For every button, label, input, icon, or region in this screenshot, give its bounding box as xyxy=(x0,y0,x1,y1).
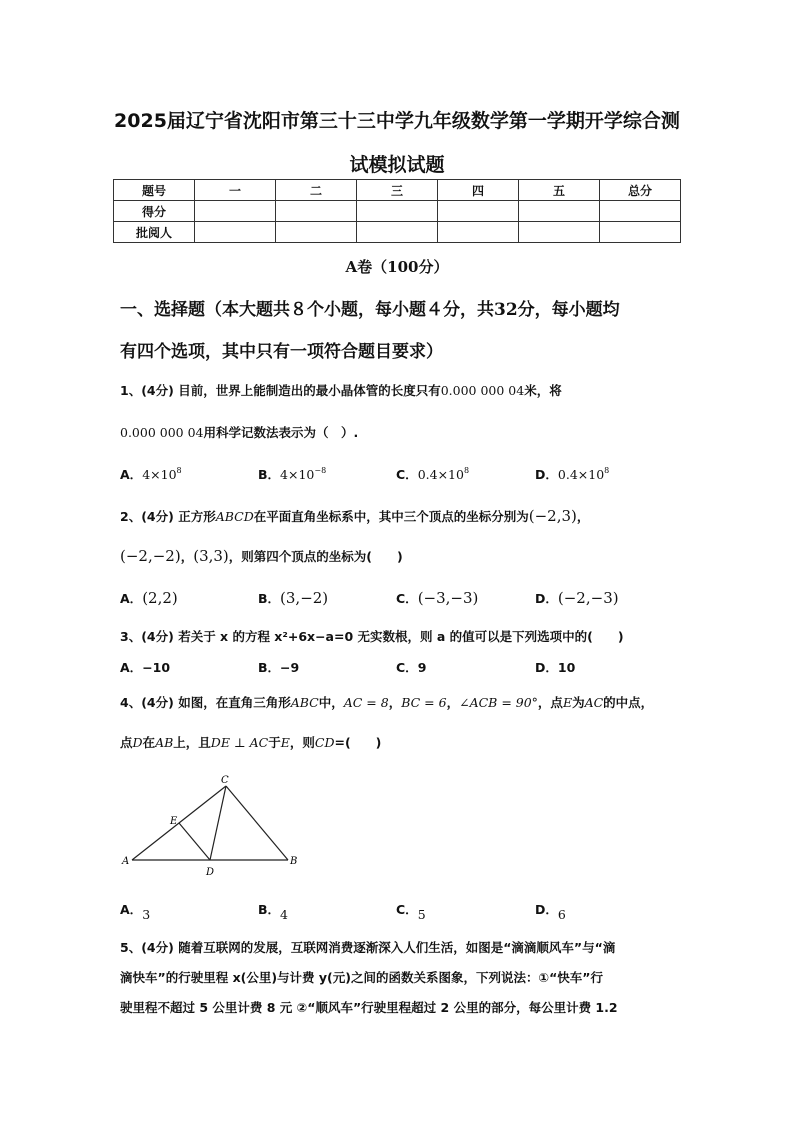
question-text: 如图，在直角三角形 xyxy=(178,695,291,710)
q1-option-d[interactable] xyxy=(535,465,609,483)
option-label: A． xyxy=(120,591,143,606)
score-table-header-row xyxy=(114,180,681,201)
q2-option-a[interactable] xyxy=(120,589,178,607)
option-exponent: 8 xyxy=(176,466,182,475)
option-label: C． xyxy=(396,467,418,482)
q3-option-c[interactable] xyxy=(396,658,426,676)
question-text: 在平面直角坐标系中，其中三个顶点的坐标分别为 xyxy=(253,509,529,524)
question-number: 3、(4分) xyxy=(120,629,174,644)
question-text: 为 xyxy=(572,695,585,710)
q4-option-a[interactable] xyxy=(120,900,151,922)
option-value xyxy=(142,467,181,482)
score-row xyxy=(114,201,681,222)
header-cell: 三 xyxy=(357,180,438,201)
question-text: 的中点， xyxy=(603,695,654,710)
option-label: C． xyxy=(396,591,418,606)
option-label: A． xyxy=(120,467,143,482)
label-d: D xyxy=(206,867,215,878)
question-3 xyxy=(120,627,624,645)
side-bc xyxy=(226,786,288,860)
label-e: E xyxy=(170,816,178,827)
q2-option-c[interactable] xyxy=(396,589,478,607)
option-value: (−2,−3) xyxy=(557,589,619,607)
question-number: 5、(4分) xyxy=(120,940,174,955)
option-label: B． xyxy=(258,660,281,675)
reviewer-cell[interactable] xyxy=(195,222,276,243)
question-text: 上，且 xyxy=(173,735,211,750)
option-value: (2,2) xyxy=(142,589,178,607)
q3-option-a[interactable] xyxy=(120,658,170,676)
question-text: 中， xyxy=(318,695,344,710)
separator: ， xyxy=(388,695,402,710)
q4-option-d[interactable] xyxy=(535,900,566,922)
separator: ， xyxy=(180,549,194,564)
question-4-line1 xyxy=(120,693,653,711)
point-3: (3,3) xyxy=(193,547,229,565)
option-exponent: 8 xyxy=(604,466,610,475)
option-value: 3 xyxy=(142,907,151,922)
math-value: 0.000 000 04 xyxy=(440,383,525,398)
point-d: D xyxy=(132,735,143,750)
option-base: 0.4×10 xyxy=(557,467,605,482)
point-2: (−2,−2) xyxy=(120,547,181,565)
header-cell: 二 xyxy=(276,180,357,201)
score-cell[interactable] xyxy=(357,201,438,222)
q4-option-c[interactable] xyxy=(396,900,426,922)
header-cell: 五 xyxy=(519,180,600,201)
option-label: D． xyxy=(535,591,558,606)
square-name: ABCD xyxy=(215,509,254,524)
option-value xyxy=(280,467,326,482)
option-label: D． xyxy=(535,902,558,917)
score-cell[interactable] xyxy=(195,201,276,222)
option-label: B． xyxy=(258,591,281,606)
option-label: A． xyxy=(120,902,143,917)
label-a: A xyxy=(122,856,130,867)
question-text: ，则 xyxy=(289,735,315,750)
option-label: C． xyxy=(396,660,418,675)
question-text: 于 xyxy=(268,735,281,750)
reviewer-cell[interactable] xyxy=(357,222,438,243)
question-5-line2: 滴快车”的行驶里程 x(公里)与计费 y(元)之间的函数关系图象，下列说法：①“快车”行 xyxy=(120,970,603,985)
option-value xyxy=(558,467,609,482)
row-label: 批阅人 xyxy=(114,222,195,243)
option-value: −10 xyxy=(142,660,171,675)
option-value: 6 xyxy=(557,907,566,922)
score-cell[interactable] xyxy=(519,201,600,222)
question-text: =( ) xyxy=(334,735,382,750)
option-label: B． xyxy=(258,902,281,917)
option-value: (−3,−3) xyxy=(417,589,479,607)
option-value: 4 xyxy=(280,907,288,922)
question-1-line1 xyxy=(120,381,562,399)
question-1-line2 xyxy=(120,423,358,441)
option-base: 4×10 xyxy=(142,467,177,482)
question-5-line3: 驶里程不超过 5 公里计费 8 元 ②“顺风车”行驶里程超过 2 公里的部分，每公里计费 1.2 xyxy=(120,1000,618,1015)
question-text: 正方形 xyxy=(178,509,216,524)
option-value: −9 xyxy=(280,660,300,675)
option-base: 4×10 xyxy=(280,467,315,482)
question-4-line2 xyxy=(120,733,381,751)
option-exponent: 8 xyxy=(463,466,470,475)
segment-ab: AB xyxy=(155,735,174,750)
question-2-line2 xyxy=(120,547,403,565)
reviewer-cell[interactable] xyxy=(276,222,357,243)
exam-title-line1: 2025届辽宁省沈阳市第三十三中学九年级数学第一学期开学综合测 xyxy=(114,110,680,132)
score-cell[interactable] xyxy=(438,201,519,222)
option-value: (3,−2) xyxy=(280,589,329,607)
point-e: E xyxy=(562,695,573,710)
triangle-name: ABC xyxy=(290,695,319,710)
score-cell[interactable] xyxy=(600,201,681,222)
reviewer-cell[interactable] xyxy=(600,222,681,243)
reviewer-cell[interactable] xyxy=(519,222,600,243)
score-cell[interactable] xyxy=(276,201,357,222)
q3-option-d[interactable] xyxy=(535,658,575,676)
angle-acb: ∠ACB = 90° xyxy=(459,695,538,710)
header-cell: 总分 xyxy=(600,180,681,201)
question-text: 米，将 xyxy=(524,383,562,398)
question-number: 4、(4分) xyxy=(120,695,174,710)
section1-heading-line2: 有四个选项，其中只有一项符合题目要求） xyxy=(120,342,443,362)
q2-option-b[interactable] xyxy=(258,589,328,607)
math-value: 0.000 000 04 xyxy=(120,425,204,440)
q1-option-c[interactable] xyxy=(396,465,469,483)
option-exponent: −8 xyxy=(314,466,327,475)
header-cell: 四 xyxy=(438,180,519,201)
question-text: 目前，世界上能制造出的最小晶体管的长度只有 xyxy=(178,383,441,398)
exam-title-line2: 试模拟试题 xyxy=(349,154,445,176)
header-cell: 题号 xyxy=(114,180,195,201)
question-text: 点 xyxy=(120,735,133,750)
q4-option-b[interactable] xyxy=(258,900,288,922)
option-label: D． xyxy=(535,660,558,675)
bc-length: BC = 6 xyxy=(401,695,447,710)
question-text: 若关于 x 的方程 x²+6x−a=0 无实数根，则 a 的值可以是下列选项中的( ) xyxy=(178,629,624,644)
ac-length: AC = 8 xyxy=(343,695,389,710)
header-cell: 一 xyxy=(195,180,276,201)
triangle-figure xyxy=(118,772,308,884)
perpendicular: DE ⊥ AC xyxy=(210,735,269,750)
question-text: 在 xyxy=(142,735,156,750)
question-text: 随着互联网的发展，互联网消费逐渐深入人们生活，如图是“滴滴顺风车”与“滴 xyxy=(178,940,616,955)
q1-option-b[interactable] xyxy=(258,465,326,483)
segment-de-line xyxy=(179,823,210,860)
q3-option-b[interactable] xyxy=(258,658,299,676)
point-e: E xyxy=(280,735,290,750)
q2-option-d[interactable] xyxy=(535,589,619,607)
question-number: 1、(4分) xyxy=(120,383,174,398)
option-value: 9 xyxy=(417,660,427,675)
question-text: 用科学记数法表示为（ ）. xyxy=(203,425,359,440)
segment-ac: AC xyxy=(584,695,604,710)
question-number: 2、(4分) xyxy=(120,509,174,524)
row-label: 得分 xyxy=(114,201,195,222)
q1-option-a[interactable] xyxy=(120,465,182,483)
label-b: B xyxy=(290,856,298,867)
question-text: ，则第四个顶点的坐标为( ) xyxy=(228,549,403,564)
option-value: 5 xyxy=(417,907,426,922)
option-label: A． xyxy=(120,660,143,675)
question-5-line1 xyxy=(120,938,615,956)
volume-heading: A卷（100分） xyxy=(345,258,449,276)
section1-heading-line1: 一、选择题（本大题共８个小题，每小题４分，共32分，每小题均 xyxy=(120,300,620,320)
point-1: (−2,3) xyxy=(528,507,577,525)
option-label: B． xyxy=(258,467,281,482)
label-c: C xyxy=(221,775,229,786)
option-base: 0.4×10 xyxy=(417,467,464,482)
reviewer-cell[interactable] xyxy=(438,222,519,243)
reviewer-row xyxy=(114,222,681,243)
option-value: 10 xyxy=(557,660,576,675)
separator: ， xyxy=(446,695,460,710)
separator: ， xyxy=(576,509,590,524)
question-2-line1 xyxy=(120,507,589,525)
question-text: ，点 xyxy=(537,695,563,710)
option-value xyxy=(418,467,469,482)
segment-cd: CD xyxy=(314,735,335,750)
option-label: C． xyxy=(396,902,418,917)
option-label: D． xyxy=(535,467,558,482)
score-table xyxy=(113,179,681,243)
